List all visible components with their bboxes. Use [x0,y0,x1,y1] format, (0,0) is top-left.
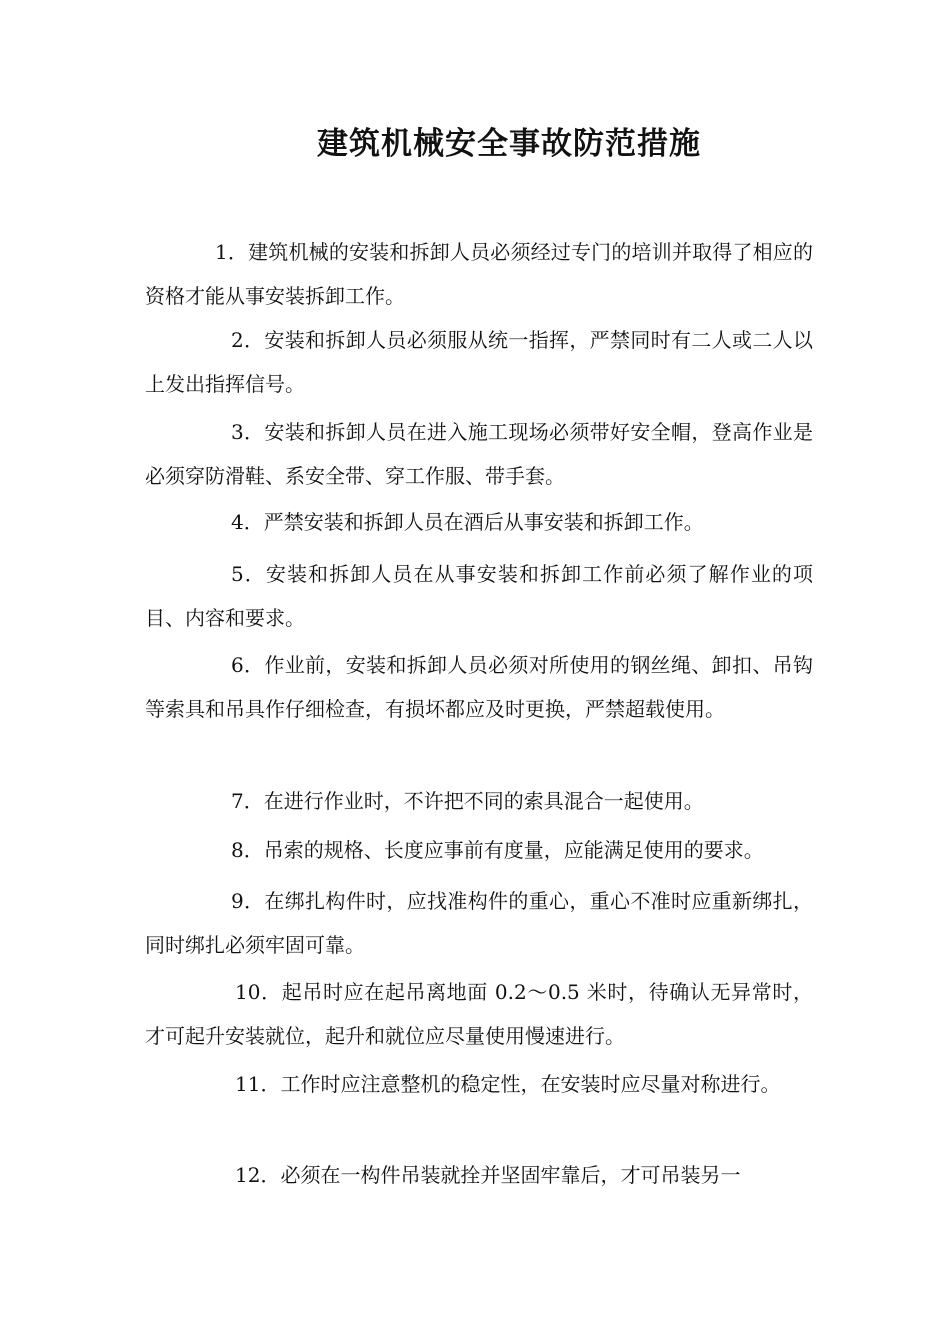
item-12: 12．必须在一构件吊装就拴并坚固牢靠后，才可吊装另一 [235,1163,741,1187]
item-2: 2．安装和拆卸人员必须服从统一指挥，严禁同时有二人或二人以上发出指挥信号。 [145,328,813,396]
document-title: 建筑机械安全事故防范措施 [317,126,701,162]
item-1: 1．建筑机械的安装和拆卸人员必须经过专门的培训并取得了相应的资格才能从事安装拆卸工作。 [145,240,813,308]
item-6: 6．作业前，安装和拆卸人员必须对所使用的钢丝绳、卸扣、吊钩等索具和吊具作仔细检查，有损坏都应及时更换，严禁超载使用。 [145,653,813,721]
item-11: 11．工作时应注意整机的稳定性，在安装时应尽量对称进行。 [235,1072,781,1096]
item-5: 5．安装和拆卸人员在从事安装和拆卸工作前必须了解作业的项目、内容和要求。 [145,562,813,630]
item-4: 4．严禁安装和拆卸人员在酒后从事安装和拆卸工作。 [231,510,704,534]
item-3: 3．安装和拆卸人员在进入施工现场必须带好安全帽，登高作业是必须穿防滑鞋、系安全带、穿工作服、带手套。 [145,420,813,488]
item-9: 9．在绑扎构件时，应找准构件的重心，重心不准时应重新绑扎，同时绑扎必须牢固可靠。 [145,889,813,957]
item-7: 7．在进行作业时，不许把不同的索具混合一起使用。 [231,789,704,813]
item-10: 10．起吊时应在起吊离地面 0.2～0.5 米时，待确认无异常时，才可起升安装就位，起升和就位应尽量使用慢速进行。 [145,980,813,1048]
item-8: 8．吊索的规格、长度应事前有度量，应能满足使用的要求。 [231,838,764,862]
